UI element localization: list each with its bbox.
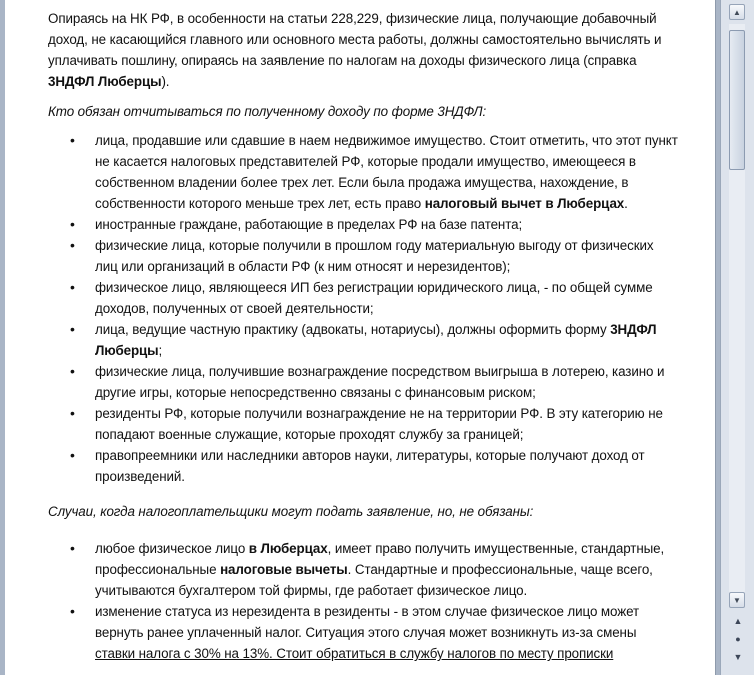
scroll-up-button[interactable] [729,4,745,20]
intro-text: Опираясь на НК РФ, в особенности на статьи 228,229, физические лица, получающие добавочный доход, не касающийся главного или основного места работы, должны самостоятельно вычислять и уплачивать пошлину, опираясь на заявление по налогам на доходы физического лица (справка [48,11,662,68]
browse-object-icon: ● [735,634,741,644]
list-item: • иностранные граждане, работающие в пределах РФ на базе патента; [48,214,678,235]
up-arrow-icon: ▲ [733,8,741,17]
list-item: • лица, ведущие частную практику (адвокаты, нотариусы), должны оформить форму 3НДФЛ Люберцы; [48,319,678,361]
section2-heading: Случаи, когда налогоплательщики могут подать заявление, но, не обязаны: [48,504,534,519]
list-item: • любое физическое лицо в Люберцах, имеет право получить имущественные, стандартные, профессиональные налоговые вычеты. Стандартные и профессиональные, чаще всего, учитываются бухгалтером той фирмы, где работает физическое лицо. [48,538,678,601]
list-item: • физические лица, получившие вознаграждение посредством выигрыша в лотерею, казино и другие игры, которые непосредственно связаны с финансовым риском; [48,361,678,403]
double-down-arrow-icon: ▼ [733,652,743,662]
document-body [48,8,678,670]
scroll-thumb[interactable] [729,30,745,170]
previous-page-button[interactable] [731,614,745,628]
intro-end: ). [161,74,170,89]
next-page-button[interactable] [731,650,745,664]
intro-bold: 3НДФЛ Люберцы [48,74,162,89]
list-item: • лица, продавшие или сдавшие в наем недвижимое имущество. Стоит отметить, что этот пункт не касается налоговых представителей РФ, которые продали имущество, имеющееся в собственном владении более трех лет. Если была продажа имущества, нахождение, в собственности которого меньше трех лет, есть право налоговый вычет в Люберцах. [48,130,678,214]
intro-paragraph [48,8,678,92]
list-item: • резиденты РФ, которые получили вознаграждение не на территории РФ. В эту категорию не попадают военные служащие, которые проходят службу за границей; [48,403,678,445]
section2-list [48,538,678,664]
document-page[interactable] [5,0,716,675]
list-item: • физические лица, которые получили в прошлом году материальную выгоду от физических лиц или организаций в области РФ (к ним относят и нерезидентов); [48,235,678,277]
down-arrow-icon: ▼ [733,596,741,605]
section1-list [48,130,678,487]
section1-heading: Кто обязан отчитываться по полученному доходу по форме 3НДФЛ: [48,104,487,119]
vertical-scrollbar[interactable] [720,0,754,675]
list-item: • физическое лицо, являющееся ИП без регистрации юридического лица, - по общей сумме доходов, полученных от своей деятельности; [48,277,678,319]
list-item: • правопреемники или наследники авторов науки, литературы, которые получают доход от произведений. [48,445,678,487]
double-up-arrow-icon: ▲ [733,616,743,626]
list-item: • изменение статуса из нерезидента в резиденты - в этом случае физическое лицо может вернуть ранее уплаченный налог. Ситуация этого случая может возникнуть из-за смены ставки налога с 30% на 13%. Стоит обратиться в службу налогов по месту прописки [48,601,678,664]
select-browse-object-button[interactable] [731,632,745,646]
scroll-down-button[interactable] [729,592,745,608]
